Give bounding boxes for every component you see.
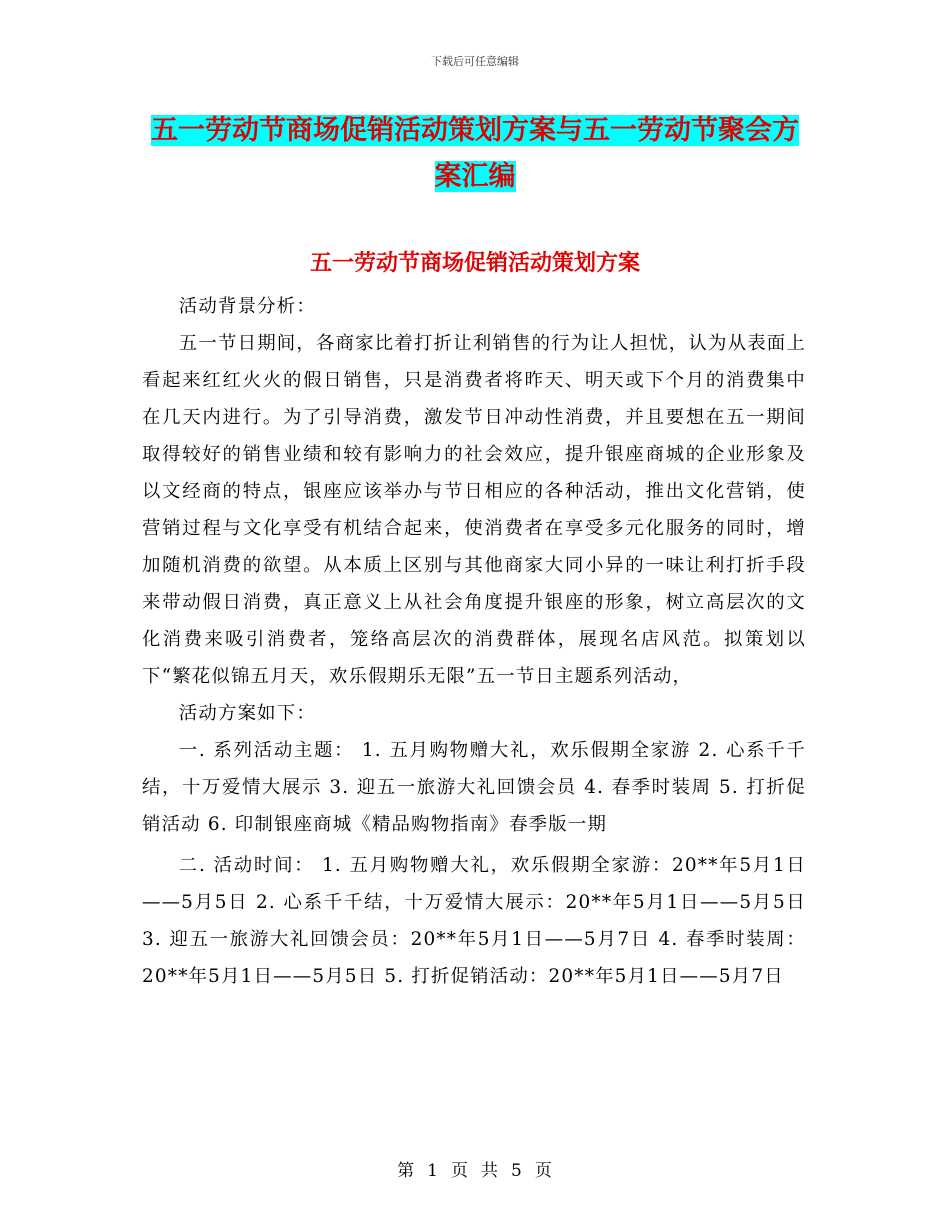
section-title: 五一劳动节商场促销活动策划方案: [309, 251, 640, 276]
footer-total-label: 共: [481, 1161, 499, 1181]
header-note: 下载后可任意编辑: [431, 55, 519, 68]
paragraph-background: 五一节日期间，各商家比着打折让利销售的行为让人担忧，认为从表面上看起来红红火火的假日销售，只是消费者将昨天、明天或下个月的消费集中在几天内进行。为了引导消费，激发节日冲动性消费，并且要想在五一期间取得较好的销售业绩和较有影响力的社会效应，提升银座商城的企业形象及以文经商的特点，银座应该举办与节日相应的各种活动，推出文化营销，使营销过程与文化享受有机结合起来，使消费者在享受多元化服务的同时，增加随机消费的欲望。从本质上区别与其他商家大同小异的一味让利打折手段来带动假日消费，真正意义上从社会角度提升银座的形象，树立高层次的文化消费来吸引消费者，笼络高层次的消费群体，展现名店风范。拟策划以下“繁花似锦五月天，欢乐假期乐无限”五一节日主题系列活动，: [142, 333, 806, 687]
paragraph-plan-heading: 活动方案如下：: [178, 703, 316, 724]
paragraph-background-heading: 活动背景分析：: [178, 296, 316, 317]
footer-total-pages: 5: [511, 1161, 523, 1181]
document-body: [142, 288, 806, 995]
main-title: [140, 108, 810, 200]
footer-suffix: 页: [534, 1161, 553, 1181]
paragraph-schedule: 二. 活动时间： 1. 五月购物赠大礼，欢乐假期全家游：20**年5月1日——5月5日 2. 心系千千结，十万爱情大展示：20**年5月1日——5月5日 3. 迎五一旅游大礼回馈会员：20**年5月1日——5月7日 4. 春季时装周：20**年5月1日——5月5日 5. 打折促销活动：20**年5月1日——5月7日: [142, 855, 806, 987]
paragraph-themes: 一. 系列活动主题： 1. 五月购物赠大礼，欢乐假期全家游 2. 心系千千结，十万爱情大展示 3. 迎五一旅游大礼回馈会员 4. 春季时装周 5. 打折促销活动 6. 印制银座商城《精品购物指南》春季版一期: [142, 740, 806, 835]
footer-page-label: 页: [451, 1161, 469, 1181]
footer-prefix: 第: [397, 1161, 416, 1181]
footer-page-number: 1: [427, 1161, 439, 1181]
main-title-text: 五一劳动节商场促销活动策划方案与五一劳动节聚会方案汇编: [151, 115, 799, 192]
page-footer: [0, 1156, 950, 1181]
